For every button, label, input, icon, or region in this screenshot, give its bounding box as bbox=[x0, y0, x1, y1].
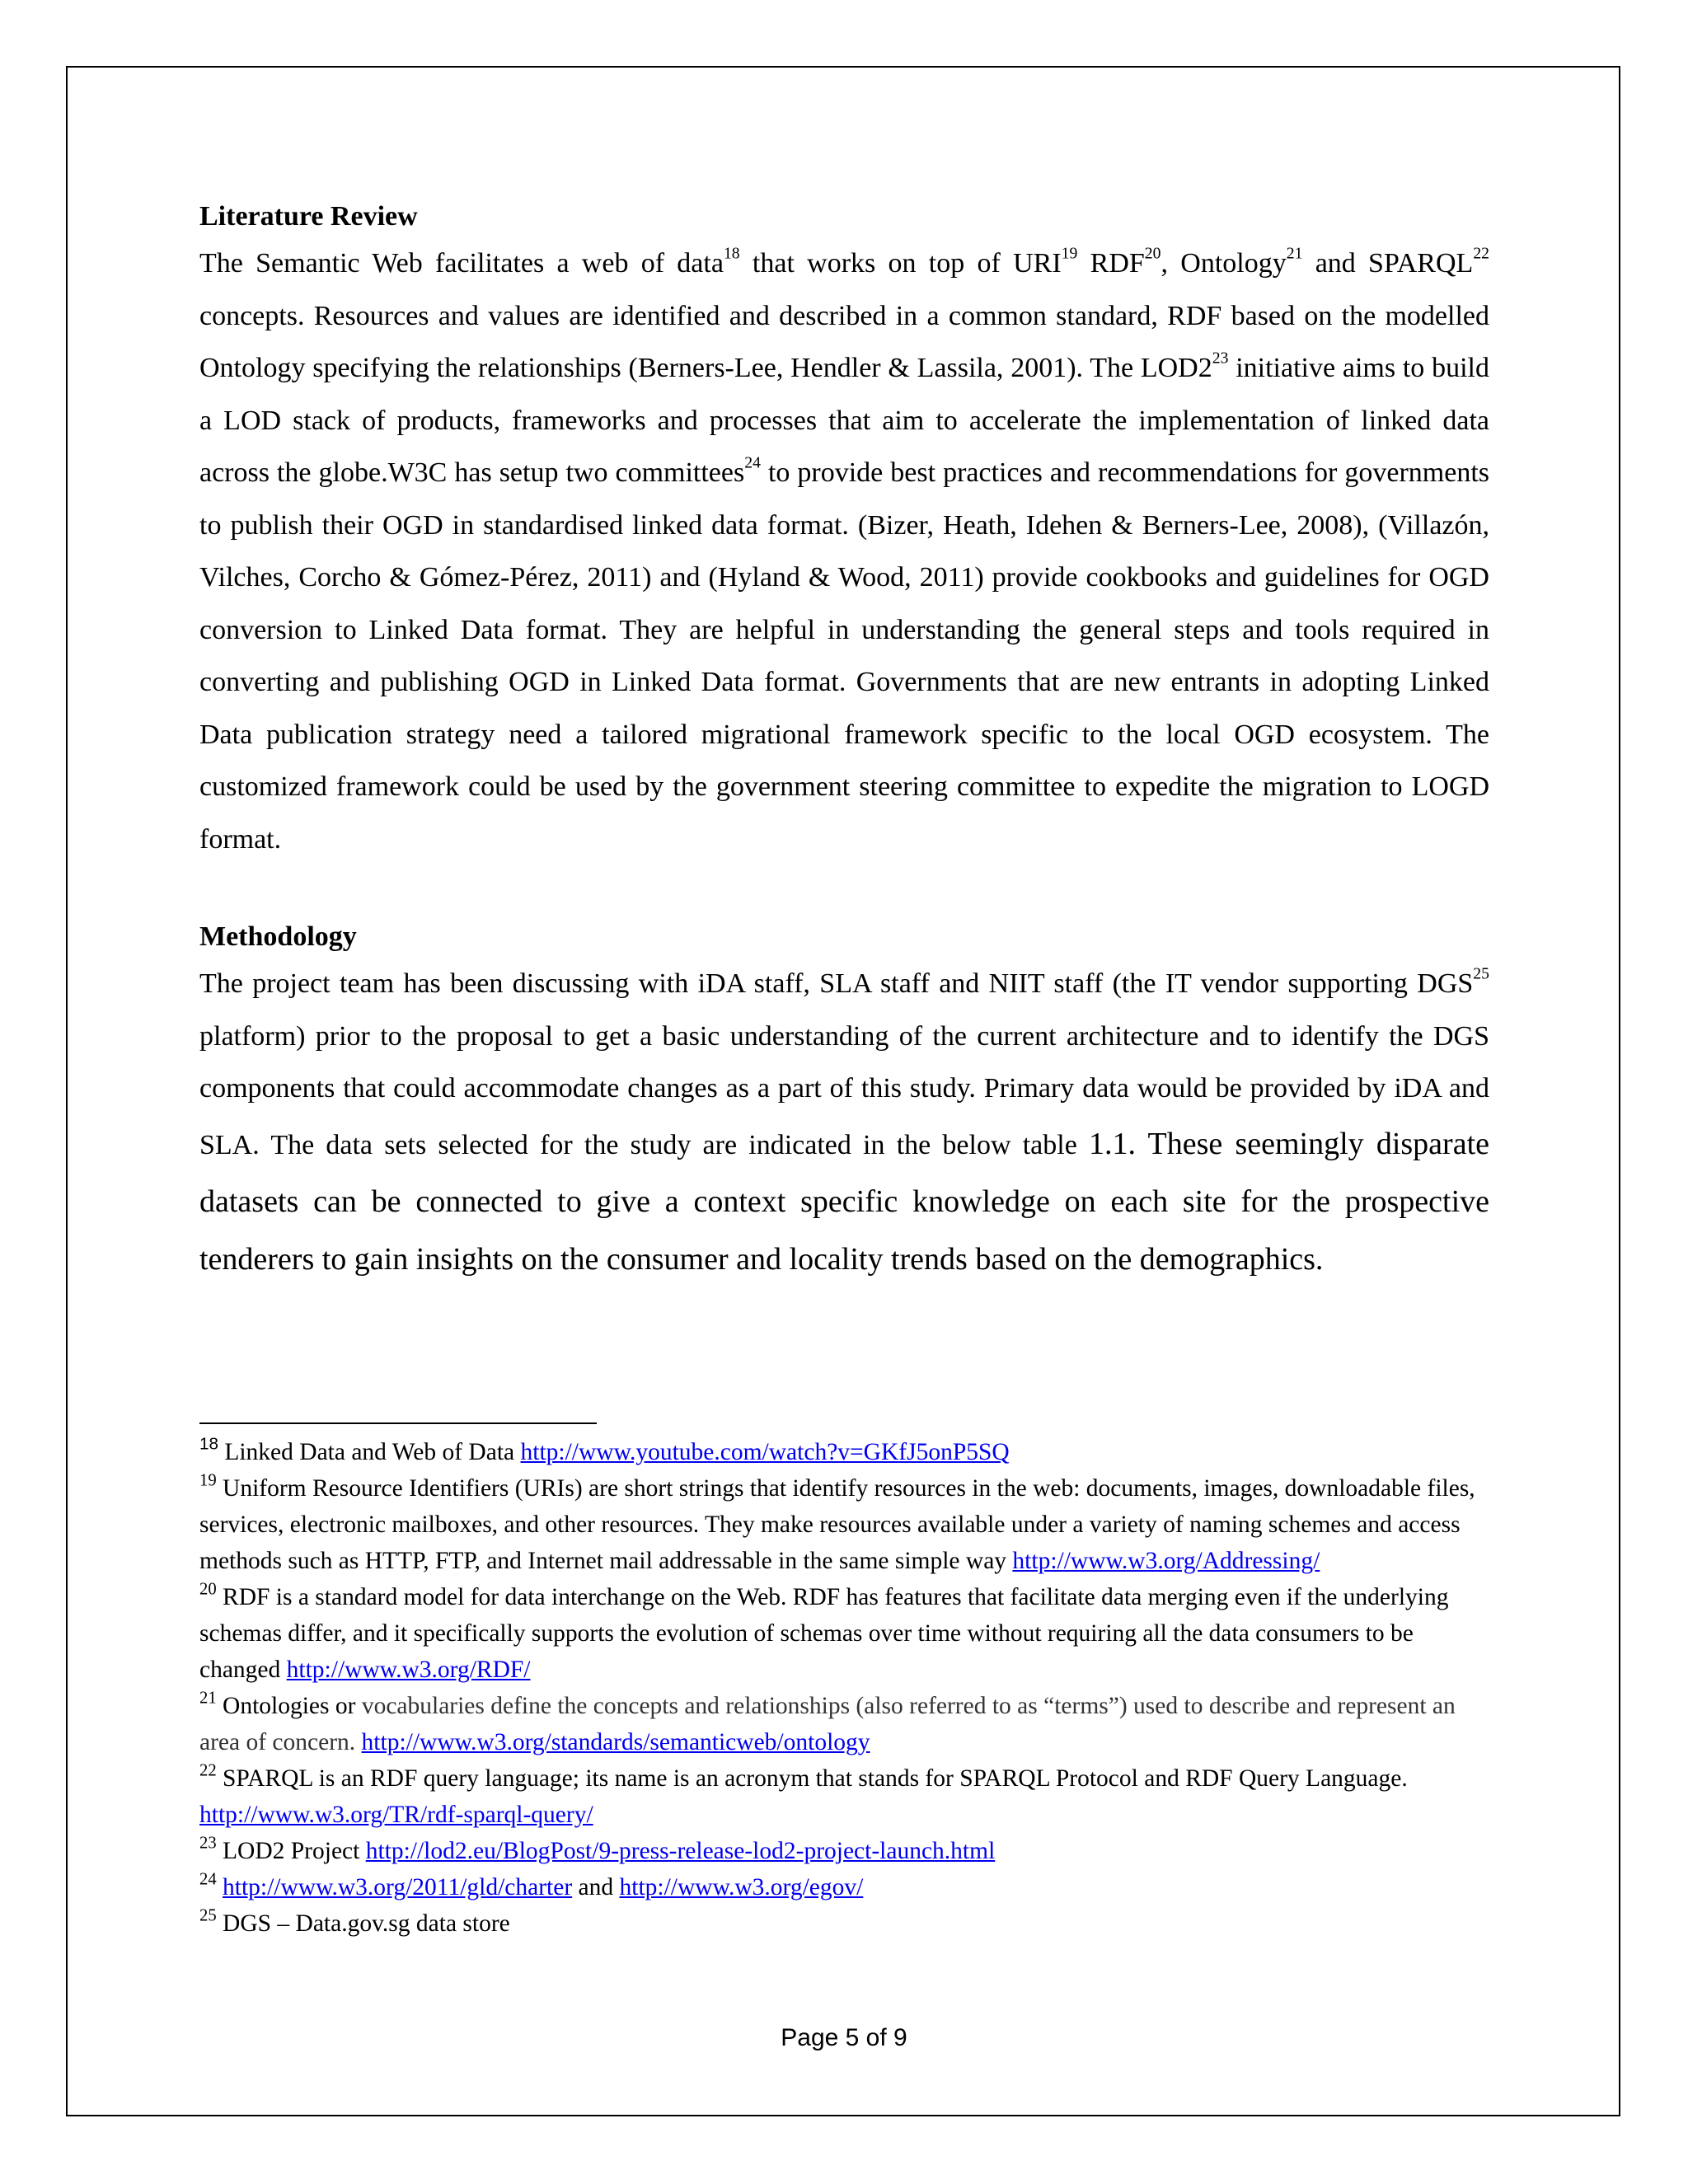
footnote-20: $^{20}$ RDF is a standard model for data interchange on the Web. RDF has features that facilitate data merging even if the underlying schemas differ, and it specifically supports the evolution of schemas over time without requiring all the data consumers to be changed http://www.w3.org/RDF/ bbox=[199, 1580, 1449, 1683]
footnote-24: $^{24}$ http://www.w3.org/2011/gld/charter and http://www.w3.org/egov/ bbox=[199, 1870, 864, 1900]
footnote-separator bbox=[199, 1422, 597, 1424]
literature-review-heading: Literature Review bbox=[199, 201, 418, 232]
methodology-heading: Methodology bbox=[199, 921, 357, 952]
footnote-ref-19[interactable]: 19 bbox=[1061, 244, 1078, 263]
footnote-25: $^{25}$ DGS – Data.gov.sg data store bbox=[199, 1906, 510, 1937]
page-number: Page 5 of 9 bbox=[781, 2024, 907, 2051]
footnote-24-link-charter[interactable]: http://www.w3.org/2011/gld/charter bbox=[223, 1874, 573, 1900]
footnote-ref-22[interactable]: 22 bbox=[1473, 244, 1490, 263]
footnote-22: $^{22}$ SPARQL is an RDF query language; its name is an acronym that stands for SPARQL Protocol and RDF Query Language. http://www.w3.org/TR/rdf-sparql-query/ bbox=[199, 1761, 1408, 1828]
footnote-20-link[interactable]: http://www.w3.org/RDF/ bbox=[286, 1657, 531, 1683]
footnote-18: $^{18}$ Linked Data and Web of Data http://www.youtube.com/watch?v=GKfJ5onP5SQ bbox=[199, 1434, 1010, 1465]
footnote-19: $^{19}$ Uniform Resource Identifiers (URIs) are short strings that identify resources in the web: documents, images, downloadable files, services, electronic mailboxes, and other resources. They make resources available under a variety of naming schemes and access methods such as HTTP, FTP, and Internet mail addressable in the same simple way http://www.w3.org/Addressing/ bbox=[199, 1471, 1475, 1574]
footnotes bbox=[199, 1434, 1489, 1942]
footnote-ref-25[interactable]: 25 bbox=[1473, 964, 1489, 983]
literature-review-paragraph: The Semantic Web facilitates a web of data$^{18}$ that works on top of URI$^{19}$ RDF$^{20}$, Ontology$^{21}$ and SPARQL$^{22}$ concepts. Resources and values are identified and described in a common standard, RDF based on the modelled Ontology specifying the relationships (Berners-Lee, Hendler & Lassila, 2001). The $LOD2^{23}$ initiative aims to build a LOD stack of products, frameworks and processes that aim to accelerate the implementation of linked data across the globe.W3C has setup two committees$^{24}$ to provide best practices and recommendations for governments to publish their OGD in standardised linked data format. (Bizer, Heath, Idehen & Berners-Lee, 2008), (Villazón, Vilches, Corcho & Gómez-Pérez, 2011) and (Hyland & Wood, 2011) provide cookbooks and guidelines for OGD conversion to Linked Data format. They are helpful in understanding the general steps and tools required in converting and publishing OGD in Linked Data format. Governments that are new entrants in adopting Linked Data publication strategy need a tailored migrational framework specific to the local OGD ecosystem. The customized framework could be used by the government steering committee to expedite the migration to LOGD format. bbox=[199, 244, 1490, 855]
footnote-21-link[interactable]: http://www.w3.org/standards/semanticweb/ontology bbox=[361, 1729, 870, 1755]
footnote-ref-21[interactable]: 21 bbox=[1286, 244, 1303, 263]
footnote-22-link[interactable]: http://www.w3.org/TR/rdf-sparql-query/ bbox=[199, 1802, 593, 1828]
footnote-19-link[interactable]: http://www.w3.org/Addressing/ bbox=[1012, 1548, 1320, 1574]
footnote-24-link-egov[interactable]: http://www.w3.org/egov/ bbox=[619, 1874, 864, 1900]
footnote-23-link[interactable]: http://lod2.eu/BlogPost/9-press-release-lod2-project-launch.html bbox=[365, 1838, 996, 1864]
footnote-ref-20[interactable]: 20 bbox=[1144, 244, 1161, 263]
main-content bbox=[199, 196, 1489, 1288]
methodology-paragraph: The project team has been discussing with iDA staff, SLA staff and NIIT staff (the IT vendor supporting DGS$^{25}$ platform) prior to the proposal to get a basic understanding of the current architecture and to identify the DGS components that could accommodate changes as a part of this study. Primary data would be provided by iDA and SLA. The data sets selected for the study are indicated in the below table 1.1. These seemingly disparate datasets can be connected to give a context specific knowledge on each site for the prospective tenderers to gain insights on the consumer and locality trends based on the demographics. bbox=[199, 964, 1489, 1277]
footnote-ref-24[interactable]: 24 bbox=[744, 453, 761, 472]
footnote-21: $^{21}$ Ontologies or vocabularies define the concepts and relationships (also referred to as “terms”) used to describe and represent an area of concern. http://www.w3.org/standards/semanticweb/ontology bbox=[199, 1689, 1456, 1755]
footnote-18-link[interactable]: http://www.youtube.com/watch?v=GKfJ5onP5SQ bbox=[520, 1439, 1010, 1465]
footnote-ref-23[interactable]: 23 bbox=[1212, 349, 1229, 368]
footnote-23: $^{23}$ LOD2 Project http://lod2.eu/BlogPost/9-press-release-lod2-project-launch.html bbox=[199, 1834, 996, 1864]
footnote-ref-18[interactable]: 18 bbox=[723, 244, 740, 263]
